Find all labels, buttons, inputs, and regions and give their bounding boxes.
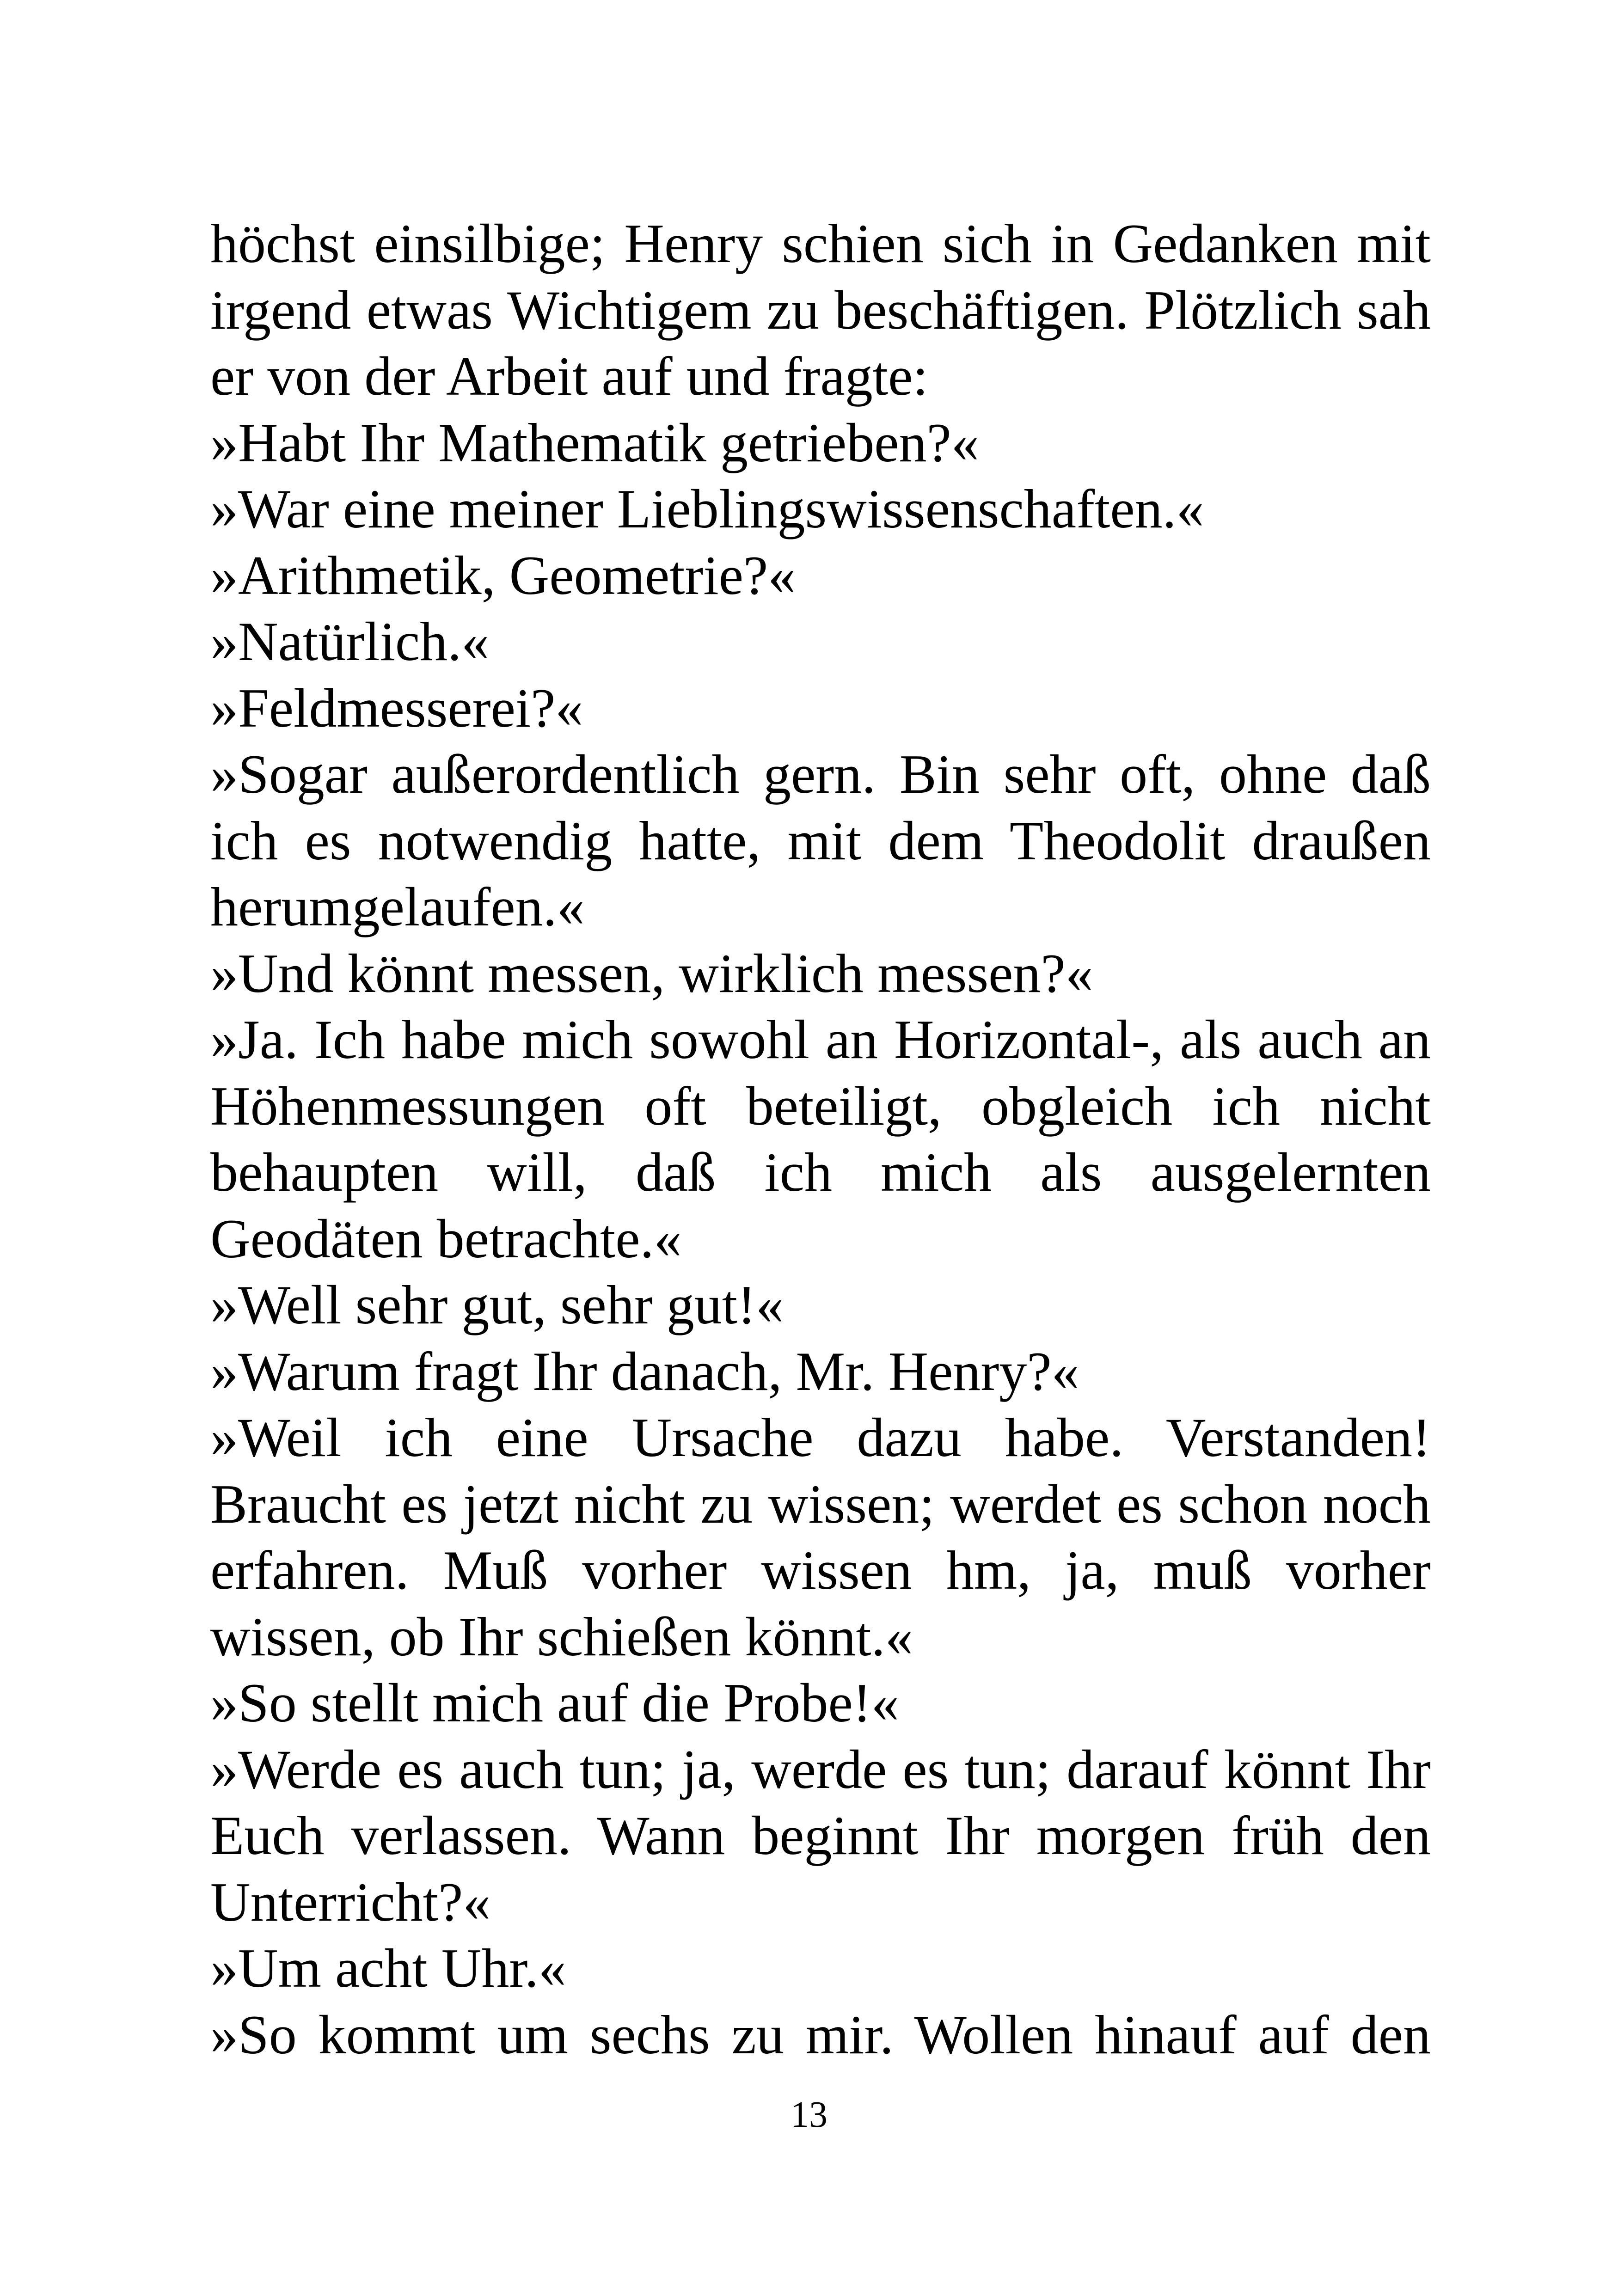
paragraph: »Well sehr gut, sehr gut!« [210, 1274, 784, 1335]
paragraph: höchst einsilbige; Henry schien sich in Gedanken mit irgend etwas Wichtigem zu beschäftigen. Plötzlich sah er von der Arbeit auf und fragte: [210, 213, 1431, 407]
paragraph: »Arithmetik, Geometrie?« [210, 544, 796, 606]
paragraph: »Warum fragt Ihr danach, Mr. Henry?« [210, 1340, 1079, 1402]
paragraph: »Weil ich eine Ursache dazu habe. Verstanden! Braucht es jetzt nicht zu wissen; werdet es schon noch erfahren. Muß vorher wissen hm, ja, muß vorher wissen, ob Ihr schießen könnt.« [210, 1407, 1431, 1667]
paragraph: »Habt Ihr Mathematik getrieben?« [210, 411, 979, 473]
paragraph: »Sogar außerordentlich gern. Bin sehr oft, ohne daß ich es notwendig hatte, mit dem Theodolit draußen herumgelaufen.« [210, 743, 1431, 937]
page-number: 13 [791, 2094, 827, 2135]
paragraph: »Werde es auch tun; ja, werde es tun; darauf könnt Ihr Euch verlassen. Wann beginnt Ihr morgen früh den Unterricht?« [210, 1738, 1431, 1933]
paragraph: »Feldmesserei?« [210, 677, 583, 739]
body-text [210, 210, 1431, 2068]
paragraph: »Natürlich.« [210, 611, 490, 672]
paragraph: »War eine meiner Lieblingswissenschaften.« [210, 478, 1204, 539]
paragraph: »So kommt um sechs zu mir. Wollen hinauf auf den [210, 2003, 1431, 2065]
paragraph: »Und könnt messen, wirklich messen?« [210, 942, 1093, 1004]
paragraph: »So stellt mich auf die Probe!« [210, 1672, 899, 1733]
paragraph: »Um acht Uhr.« [210, 1937, 566, 1999]
paragraph: »Ja. Ich habe mich sowohl an Horizontal-, als auch an Höhenmessungen oft beteiligt, obgleich ich nicht behaupten will, daß ich mich als ausgelernten Geodäten betrachte.« [210, 1009, 1431, 1269]
